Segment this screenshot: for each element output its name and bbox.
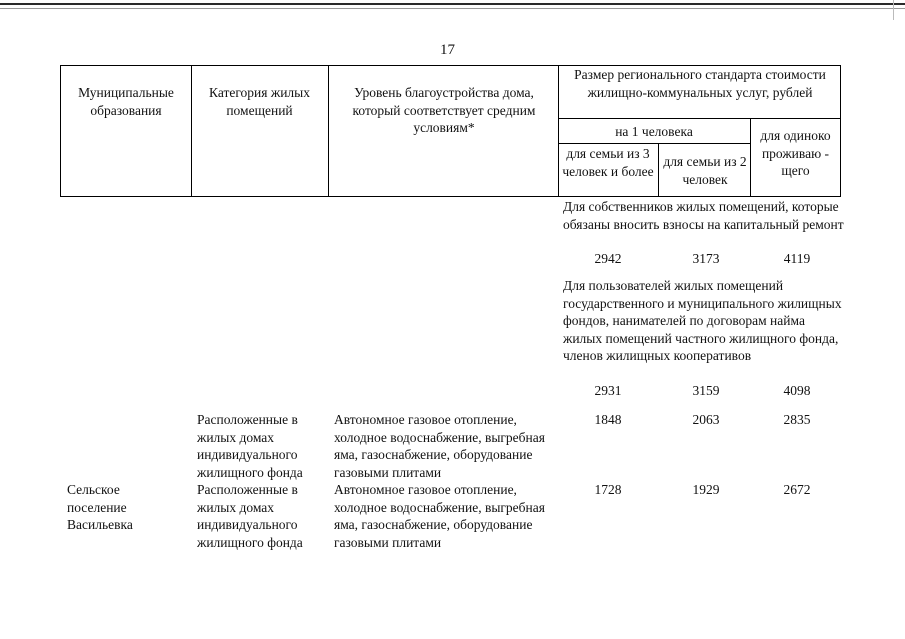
row-level: Автономное газовое отопление, холодное водоснабжение, выгребная яма, газоснабжение, оборудование газовыми плитами: [334, 482, 545, 550]
header-family-2: для семьи из 2 человек: [663, 154, 747, 187]
value-owners-family3: 2942: [594, 251, 622, 266]
header-standard-size: Размер регионального стандарта стоимости жилищно-коммунальных услуг, рублей: [574, 67, 826, 100]
value-users-family3: 2931: [594, 383, 622, 398]
value-owners-single: 4119: [783, 251, 811, 266]
scan-border: [0, 3, 905, 5]
header-family-3: для семьи из 3 человек и более: [562, 146, 654, 179]
row-note-owners: Для собственников жилых помещений, которые обязаны вносить взносы на капитальный ремонт: [563, 199, 844, 232]
value-row4-family3: 1728: [594, 482, 622, 497]
row-level: Автономное газовое отопление, холодное водоснабжение, выгребная яма, газоснабжение, оборудование газовыми плитами: [334, 412, 545, 480]
row-note-users: Для пользователей жилых помещений государственного и муниципального жилищных фондов, нанимателей по договорам найма жилых помещений частного жилищного фонда, членов жилищных кооперативов: [563, 278, 842, 363]
value-row3-family3: 1848: [594, 412, 622, 427]
header-category: Категория жилых помещений: [209, 85, 310, 118]
value-row4-family2: 1929: [692, 482, 720, 497]
value-users-family2: 3159: [692, 383, 720, 398]
header-level: Уровень благоустройства дома, который соответствует средним условиям*: [352, 85, 536, 135]
row-municipality: Сельское поселение Васильевка: [67, 482, 133, 532]
header-single: для одиноко проживаю - щего: [760, 128, 831, 178]
value-users-single: 4098: [783, 383, 811, 398]
value-row3-single: 2835: [783, 412, 811, 427]
row-category: Расположенные в жилых домах индивидуального жилищного фонда: [197, 412, 303, 480]
header-per-person: на 1 человека: [615, 124, 693, 139]
scan-edge: [893, 0, 894, 20]
row-category: Расположенные в жилых домах индивидуального жилищного фонда: [197, 482, 303, 550]
value-owners-family2: 3173: [692, 251, 720, 266]
scan-border-thin: [0, 8, 905, 9]
value-row4-single: 2672: [783, 482, 811, 497]
page-number: 17: [440, 42, 455, 58]
value-row3-family2: 2063: [692, 412, 720, 427]
header-municipalities: Муниципальные образования: [78, 85, 174, 118]
